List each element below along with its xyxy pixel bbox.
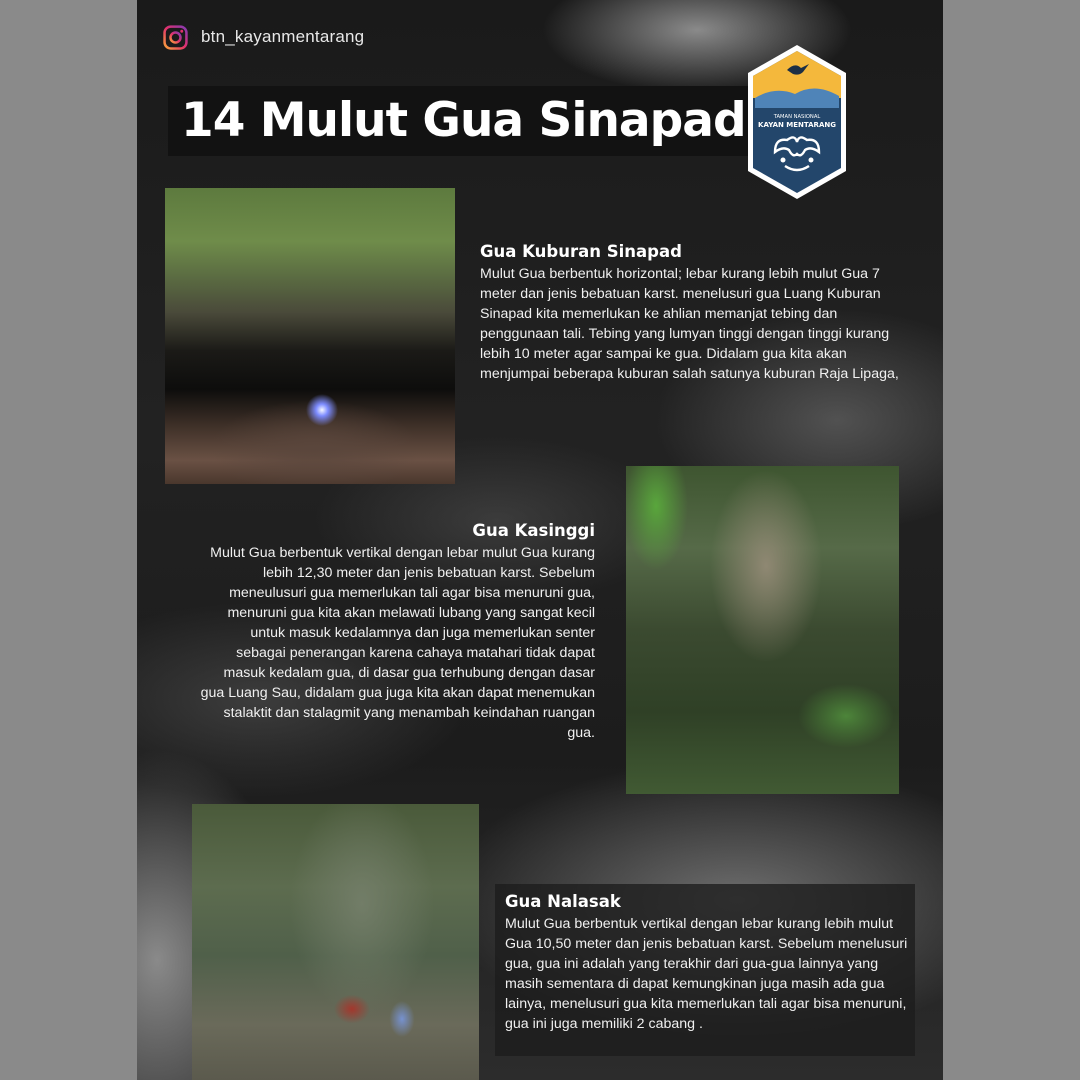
section-gua-kasinggi	[197, 521, 595, 743]
instagram-icon[interactable]	[163, 25, 188, 50]
page-title: 14 Mulut Gua Sinapad	[181, 93, 746, 148]
photo-gua-kasinggi	[626, 466, 899, 794]
poster	[137, 0, 943, 1080]
park-logo	[745, 42, 849, 202]
section-gua-kuburan-sinapad	[480, 242, 904, 384]
photo-gua-kuburan-sinapad	[165, 188, 455, 484]
section-heading: Gua Kasinggi	[472, 521, 595, 540]
section-body: Mulut Gua berbentuk horizontal; lebar kurang lebih mulut Gua 7 meter dan jenis bebatuan karst. menelusuri gua Luang Kuburan Sinapad kita memerlukan ke ahlian memanjat tebing dan penggunaan tali. Tebing yang lumyan tinggi dengan tinggi kurang lebih 10 meter agar sampai ke gua. Didalam gua kita akan menjumpai beberapa kuburan salah satunya kuburan Raja Lipaga,	[480, 266, 899, 382]
section-gua-nalasak	[505, 892, 909, 1034]
section-body: Mulut Gua berbentuk vertikal dengan lebar mulut Gua kurang lebih 12,30 meter dan jenis bebatuan karst. Sebelum meneulusuri gua memerlukan tali agar bisa menuruni gua, menuruni gua kita akan melawati lubang yang sangat kecil untuk masuk kedalamnya dan juga memerlukan senter sebagai penerangan karena cahaya matahari tidak dapat masuk kedalam gua, di dasar gua terhubung dengan dasar gua Luang Sau, didalam gua juga kita akan dapat menemukan stalaktit dan stalagmit yang menambah keindahan ruangan gua.	[200, 545, 595, 741]
section-body: Mulut Gua berbentuk vertikal dengan lebar kurang lebih mulut Gua 10,50 meter dan jenis bebatuan karst. Sebelum menelusuri gua, gua ini adalah yang terakhir dari gua-gua lainnya yang masih sementara di dapat kemungkinan juga masih ada gua lainya, menelusuri gua kita memerlukan tali agar bisa menuruni, gua ini juga memiliki 2 cabang .	[505, 916, 908, 1032]
logo-text-large: KAYAN MENTARANG	[758, 121, 836, 129]
section-heading: Gua Kuburan Sinapad	[480, 242, 682, 261]
instagram-handle[interactable]: btn_kayanmentarang	[201, 27, 365, 46]
section-heading: Gua Nalasak	[505, 892, 621, 911]
photo-gua-nalasak	[192, 804, 479, 1080]
logo-text-small: TAMAN NASIONAL	[773, 114, 821, 120]
